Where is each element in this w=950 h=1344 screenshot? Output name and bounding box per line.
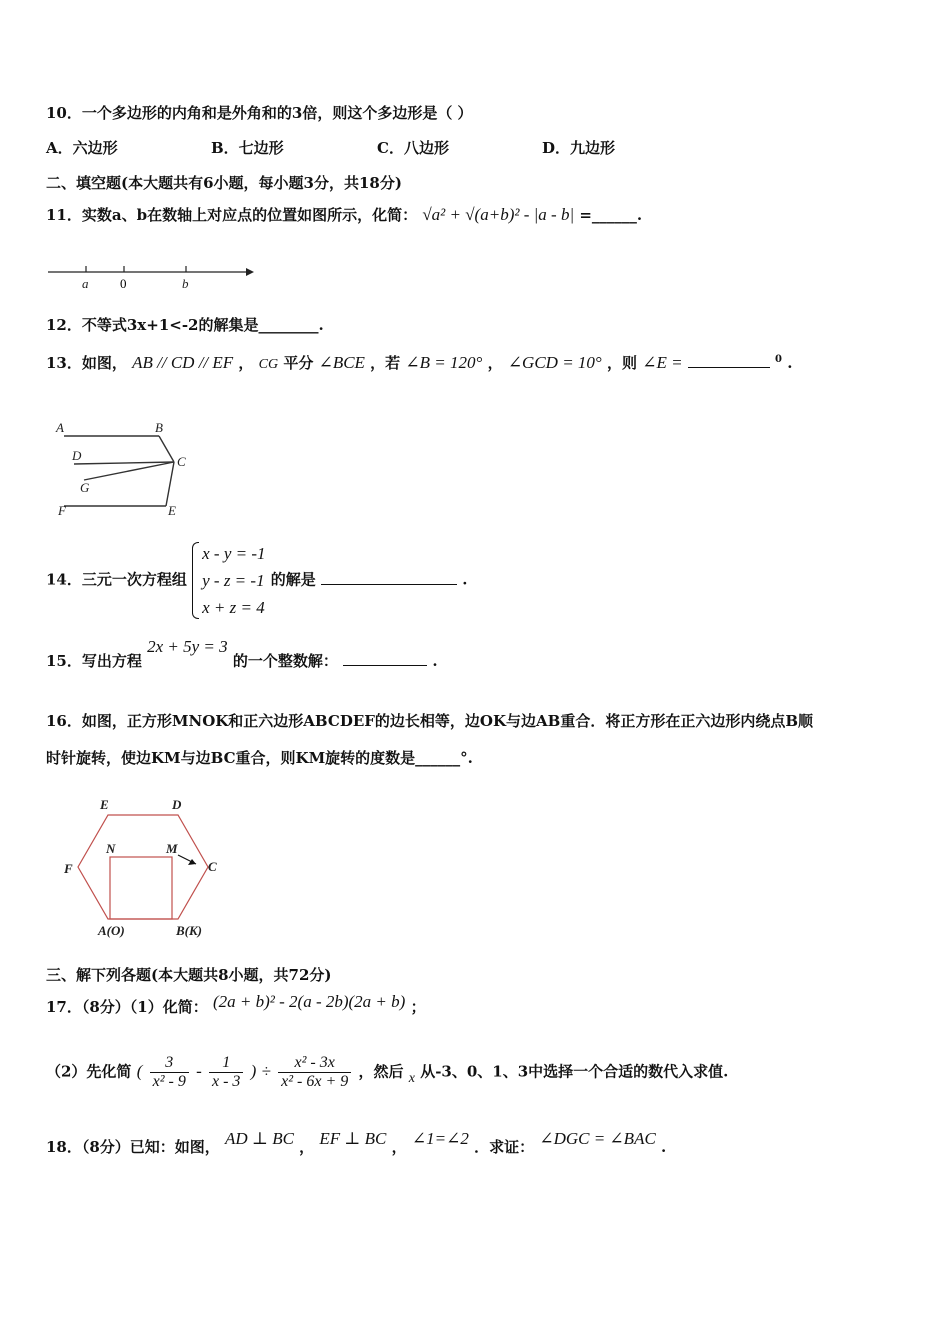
equation-3: x + z = 4 <box>202 598 265 617</box>
q13-mid3: ，则 <box>606 354 637 372</box>
label-B-K: B(K) <box>176 923 202 938</box>
hexagon-abcdef <box>78 815 208 919</box>
number-line-arrow <box>246 268 254 276</box>
label-F: F <box>58 503 66 518</box>
number-line-figure <box>46 258 256 292</box>
minus-sign: - <box>196 1061 202 1081</box>
q14-suffix: 的解是 <box>270 570 316 589</box>
question-13 <box>46 352 792 373</box>
option-d: D．九边形 <box>542 139 616 157</box>
q13-sep1: ， <box>238 354 254 372</box>
q11-suffix: =______. <box>579 206 643 224</box>
label-C: C <box>208 859 217 874</box>
q15-answer-blank[interactable] <box>343 653 427 666</box>
equation-system <box>192 540 265 621</box>
q18-sep-1: ， <box>299 1138 315 1156</box>
fraction-2 <box>209 1054 243 1091</box>
line-dc <box>74 462 174 464</box>
fraction-3 <box>278 1054 351 1091</box>
q17-part1-expression: (2a + b)² - 2(a - 2b)(2a + b) <box>212 992 406 1011</box>
q13-sep2: ， <box>487 354 503 372</box>
q18-sep-2: ， <box>391 1138 407 1156</box>
question-15 <box>46 637 438 671</box>
question-10-text: 10．一个多边形的内角和是外角和的3倍，则这个多边形是（ ） <box>46 104 473 122</box>
fraction-2-denominator: x - 3 <box>211 1073 241 1090</box>
label-A-O: A(O) <box>98 923 125 938</box>
question-17-part1 <box>46 992 426 1017</box>
equation-1: x - y = -1 <box>202 544 266 563</box>
q13-end: . <box>787 354 793 372</box>
label-a: a <box>82 276 89 291</box>
section-3-title: 三、解下列各题(本大题共8小题，共72分) <box>46 966 332 984</box>
label-b: b <box>182 276 189 291</box>
q13-prefix: 13．如图， <box>46 354 127 372</box>
question-16-line1: 16．如图，正方形MNOK和正六边形ABCDEF的边长相等，边OK与边AB重合．将正方形在正六边形内绕点B顺 <box>46 712 814 730</box>
q13-mid2: ，若 <box>370 354 401 372</box>
q18-goal: ∠DGC = ∠BAC <box>539 1129 656 1148</box>
q11-prefix: 11．实数a、b在数轴上对应点的位置如图所示，化简： <box>46 206 418 224</box>
q13-answer-blank[interactable] <box>688 355 770 368</box>
q13-cond1: AB // CD // EF <box>132 353 234 372</box>
q17-part1-end: ； <box>410 998 426 1016</box>
fraction-1-numerator: 3 <box>150 1054 189 1073</box>
question-11 <box>46 204 642 225</box>
line-gc <box>84 462 174 480</box>
label-A: A <box>56 420 64 435</box>
fraction-1 <box>150 1054 189 1091</box>
label-E: E <box>168 503 176 518</box>
question-14 <box>46 540 467 621</box>
hexagon-square-figure <box>58 795 228 943</box>
q13-mid1: 平分 <box>283 354 314 372</box>
rotation-arrow-head <box>188 859 196 865</box>
label-0: 0 <box>120 276 127 291</box>
fraction-3-denominator: x² - 6x + 9 <box>281 1073 349 1090</box>
parallel-lines-figure <box>54 418 204 522</box>
q15-prefix: 15．写出方程 <box>46 652 142 670</box>
question-17-part2: （2）先化简 ( $\frac{3}{\text{x² - 9}}$ - $\frac{1}{x - 3}$ ) ÷ $\frac{\text{x² - 3x}}{\text{x² - 6x + 9}}$ ，然后 x 从-3、0、1、3中选择一个合适的数代入求值. <box>46 1054 729 1090</box>
q14-prefix: 14．三元一次方程组 <box>46 570 187 589</box>
section-2-title: 二、填空题(本大题共有6小题，每小题3分，共18分) <box>46 174 402 192</box>
q18-condition-1: AD ⊥ BC <box>225 1129 294 1148</box>
q18-condition-3: ∠1=∠2 <box>411 1129 469 1148</box>
label-C: C <box>177 454 186 469</box>
fraction-3-numerator: x² - 3x <box>278 1054 351 1073</box>
question-12-text: 12．不等式3x+1<-2的解集是________. <box>46 316 324 334</box>
q17-variable: x <box>408 1070 415 1086</box>
label-G: G <box>80 480 90 495</box>
label-F: F <box>64 861 73 876</box>
q17-part2-prefix: （2）先化简 <box>46 1062 132 1081</box>
q17-part2-suffix: 从-3、0、1、3中选择一个合适的数代入求值. <box>420 1062 729 1081</box>
q15-end: . <box>432 652 438 670</box>
label-D: D <box>172 797 182 812</box>
label-B: B <box>155 420 163 435</box>
q13-degree: 0 <box>775 354 783 365</box>
q18-prefix: 18．（8分）已知：如图， <box>46 1138 220 1156</box>
q15-suffix: 的一个整数解： <box>232 652 338 670</box>
label-N: N <box>106 841 116 856</box>
label-M: M <box>166 841 178 856</box>
divide-sign: ÷ <box>261 1061 271 1081</box>
option-c: C．八边形 <box>377 139 449 157</box>
q18-condition-2: EF ⊥ BC <box>319 1129 387 1148</box>
q13-cond5: ∠GCD = 10° <box>507 353 602 372</box>
q13-cond4: ∠B = 120° <box>405 353 483 372</box>
q13-cond6: ∠E = <box>642 353 683 372</box>
fraction-1-denominator: x² - 9 <box>152 1073 186 1090</box>
equation-2: y - z = -1 <box>202 571 265 590</box>
q17-part2-mid: ，然后 <box>358 1062 404 1081</box>
q13-cond3: ∠BCE <box>318 353 365 372</box>
fraction-2-numerator: 1 <box>209 1054 243 1073</box>
q14-end: . <box>462 570 468 589</box>
q17-part1-prefix: 17．（8分）（1）化简： <box>46 998 208 1016</box>
q11-expression: √a² + √(a+b)² - |a - b| <box>422 205 575 224</box>
option-a: A．六边形 <box>46 139 118 157</box>
question-18 <box>46 1129 667 1157</box>
q18-mid: ．求证： <box>474 1138 535 1156</box>
square-mnok <box>110 857 172 919</box>
option-b: B．七边形 <box>211 139 284 157</box>
line-bc <box>159 436 174 462</box>
question-16-line2: 时针旋转，使边KM与边BC重合，则KM旋转的度数是______°. <box>46 749 473 767</box>
q18-end: . <box>661 1138 667 1156</box>
q13-cond2: CG <box>258 357 279 372</box>
label-D: D <box>72 448 82 463</box>
label-E: E <box>100 797 109 812</box>
line-ce <box>166 462 174 506</box>
q14-answer-blank[interactable] <box>321 572 457 585</box>
q15-equation: 2x + 5y = 3 <box>147 637 228 656</box>
